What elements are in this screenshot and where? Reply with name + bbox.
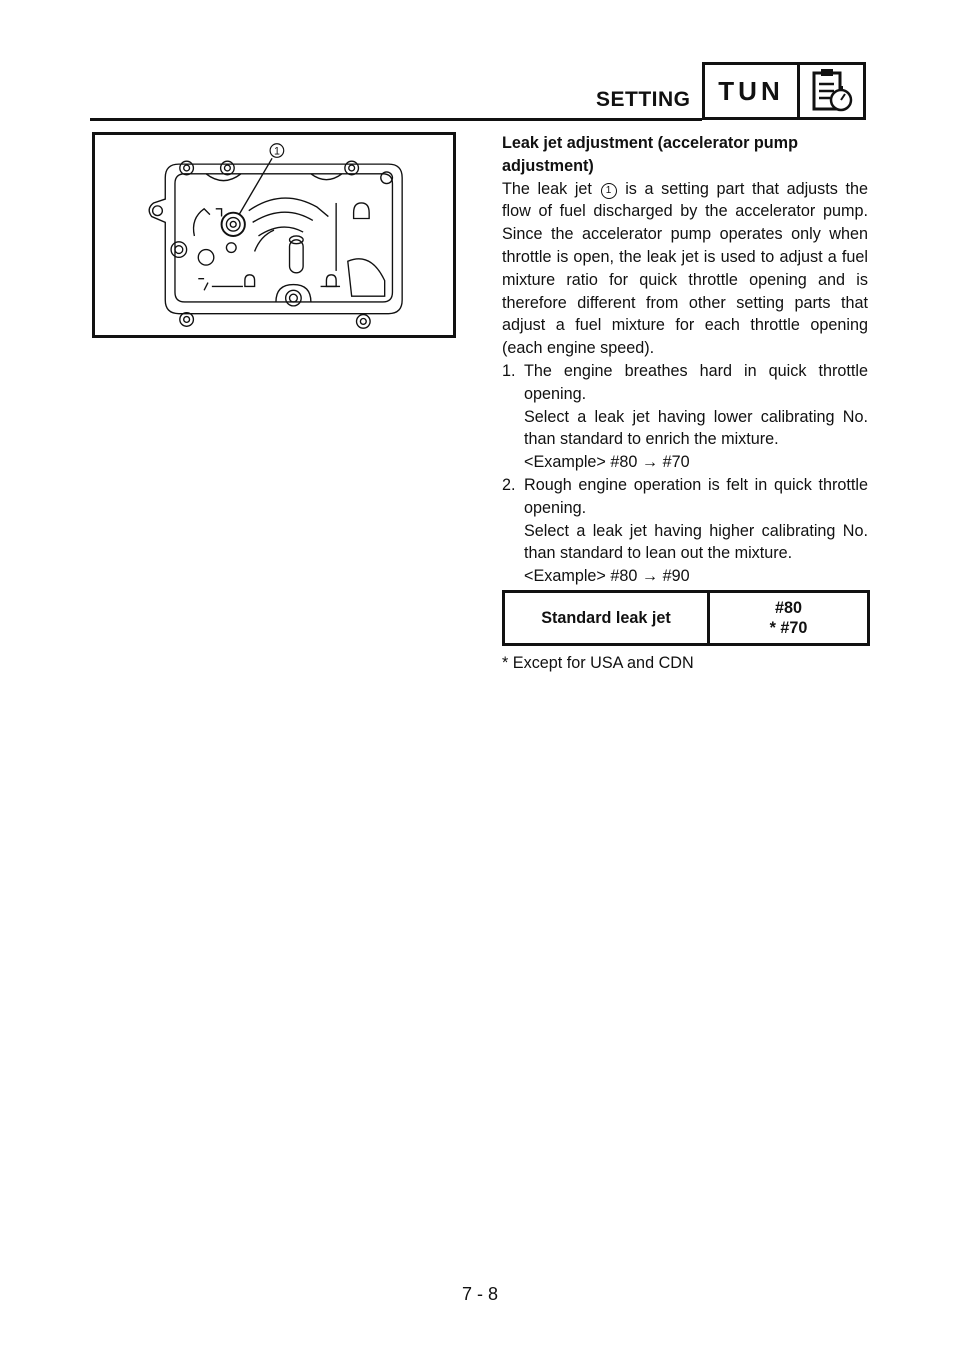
figure-callout: 1 xyxy=(273,145,280,158)
section-heading xyxy=(502,132,868,178)
page-number: 7 - 8 xyxy=(461,1284,499,1304)
header-rule xyxy=(90,118,702,121)
spec-values xyxy=(710,593,867,643)
heading-line-2: adjustment) xyxy=(502,156,594,175)
leak-jet-section xyxy=(502,132,868,588)
spec-table xyxy=(502,590,870,646)
step-number: 2. xyxy=(502,475,516,494)
list-item xyxy=(502,360,868,474)
chapter-tab-label: TUN xyxy=(705,65,800,117)
spec-label: Standard leak jet xyxy=(505,593,710,643)
checklist-stopwatch-icon xyxy=(800,65,863,117)
footnote: * Except for USA and CDN xyxy=(502,654,694,672)
step-action: Select a leak jet having lower calibrating No. than standard to enrich the mixture. xyxy=(524,407,868,449)
carburetor-figure xyxy=(92,132,456,338)
step-condition: Rough engine operation is felt in quick throttle opening. xyxy=(524,475,868,517)
intro-after: is a setting part that adjusts the flow of fuel discharged by the accelerator pump. Since the accelerator pump operates only when throttle is open, the leak jet is used to adjust a fuel mixture ratio for quick throttle opening and is therefore different from other setting parts that adjust a fuel mixture for each throttle opening (each engine speed). xyxy=(502,179,868,358)
step-condition: The engine breathes hard in quick throttle opening. xyxy=(524,361,868,403)
step-example: <Example> #80 → #70 xyxy=(524,453,690,472)
step-number: 1. xyxy=(502,361,516,380)
spec-value-standard: #80 xyxy=(774,599,802,617)
step-action: Select a leak jet having higher calibrating No. than standard to lean out the mixture. xyxy=(524,521,868,563)
intro-callout: 1 xyxy=(601,183,617,199)
spec-value-alternate: * #70 xyxy=(769,619,808,637)
carburetor-float-chamber-diagram xyxy=(95,135,453,335)
intro-paragraph xyxy=(502,178,868,360)
section-title: SETTING xyxy=(596,88,691,111)
list-item xyxy=(502,474,868,588)
adjustment-steps xyxy=(502,360,868,588)
step-example: <Example> #80 → #90 xyxy=(524,567,690,586)
intro-before: The leak jet xyxy=(502,179,592,198)
heading-line-1: Leak jet adjustment (accelerator pump xyxy=(502,134,798,152)
chapter-tab xyxy=(702,62,866,120)
